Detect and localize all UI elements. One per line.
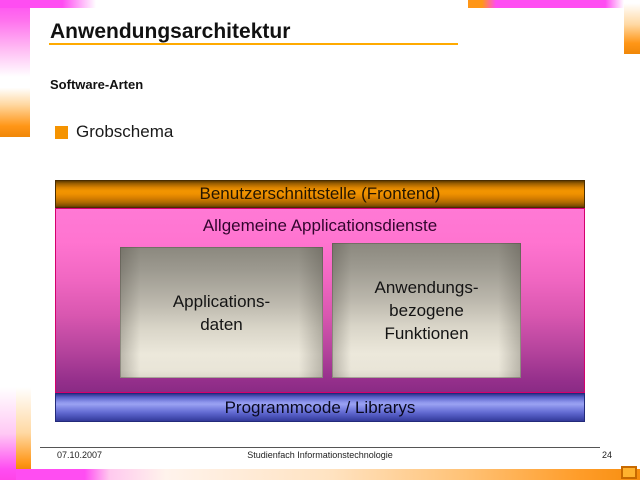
- application-data-line-2: daten: [200, 314, 243, 334]
- deco-gradient-top-left: [0, 0, 30, 137]
- bullet-item: [55, 122, 173, 142]
- slide-title: Anwendungsarchitektur: [50, 20, 291, 43]
- application-functions-box: [332, 243, 521, 378]
- program-code-layer-label: Programmcode / Librarys: [224, 397, 416, 417]
- application-data-box: [120, 247, 323, 378]
- program-code-layer-bar: [55, 393, 585, 422]
- application-functions-line-2: bezogene: [389, 301, 464, 320]
- deco-gradient-top-band-left: [0, 0, 96, 8]
- slide-subtitle: Software-Arten: [50, 77, 144, 92]
- deco-corner-square-icon: [621, 466, 637, 479]
- footer-divider-line: [40, 447, 600, 448]
- architecture-diagram: [55, 180, 585, 422]
- deco-gradient-top-band-right: [468, 0, 624, 8]
- deco-gradient-right-strip: [624, 0, 640, 54]
- frontend-layer-label: Benutzerschnittstelle (Frontend): [199, 184, 441, 203]
- application-data-line-1: Applications-: [172, 291, 271, 311]
- title-underline: [49, 43, 458, 45]
- footer-course-title: Studienfach Informationstechnologie: [247, 450, 393, 460]
- deco-gradient-bottom-band: [16, 469, 640, 480]
- deco-gradient-bottom-left-magenta: [0, 387, 16, 480]
- bullet-label: Grobschema: [76, 122, 174, 141]
- application-functions-line-3: Funktionen: [384, 324, 469, 343]
- application-services-label: Allgemeine Applicationsdienste: [202, 216, 438, 235]
- footer-date: 07.10.2007: [57, 450, 103, 460]
- footer-page-number: 24: [601, 450, 612, 460]
- bullet-square-icon: [55, 126, 68, 139]
- application-services-layer: [55, 208, 585, 393]
- frontend-layer-bar: [55, 180, 585, 208]
- application-functions-line-1: Anwendungs-: [374, 278, 479, 297]
